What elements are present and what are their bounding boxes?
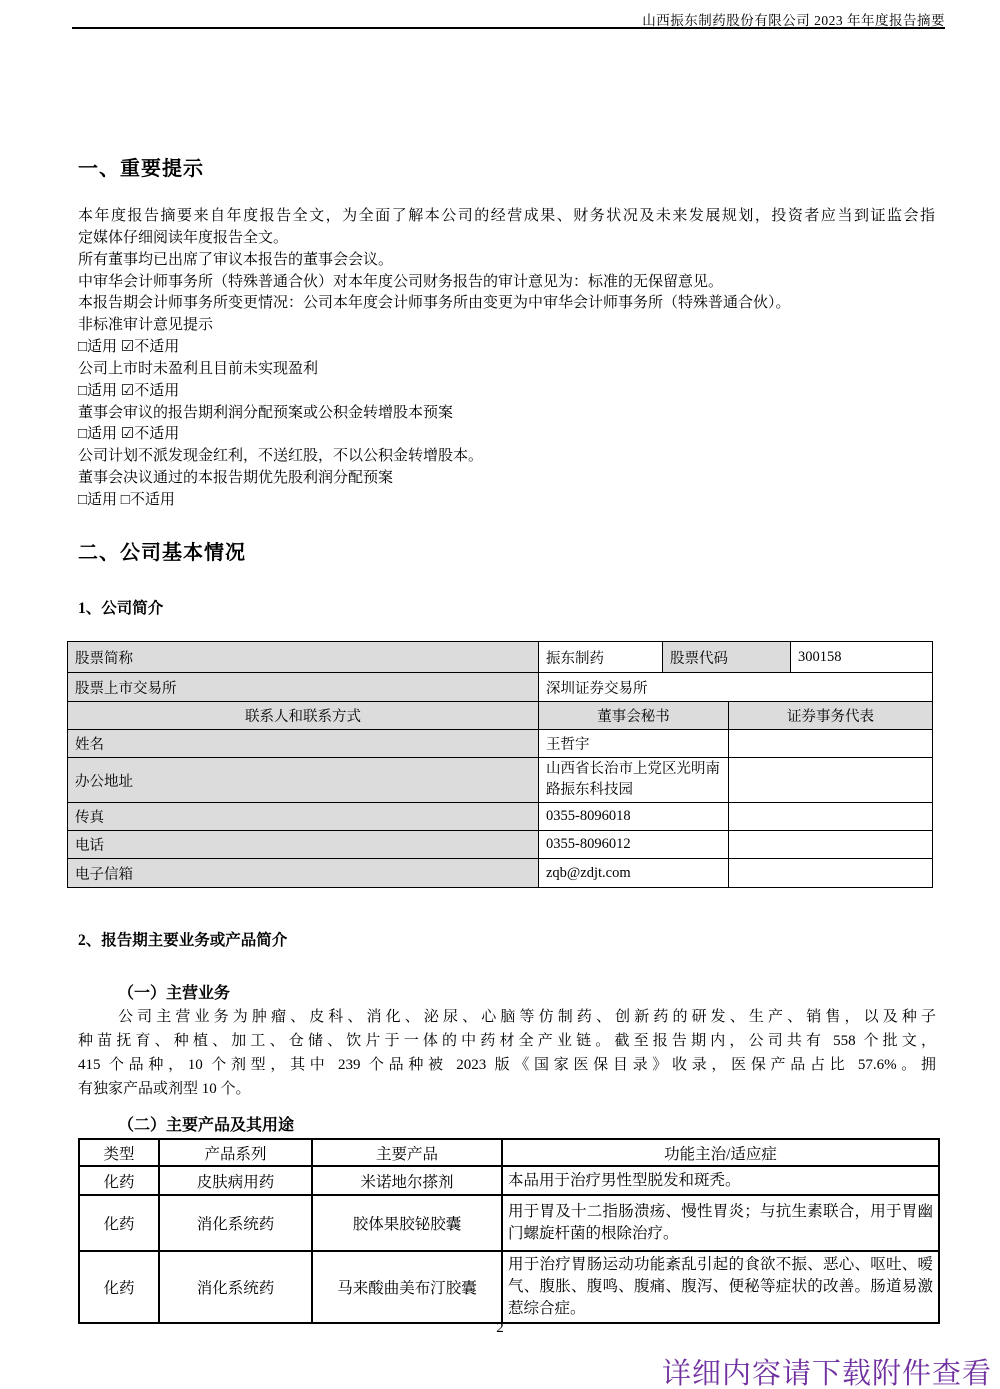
representative-value-cell <box>729 803 933 831</box>
product-series-cell: 消化系统药 <box>159 1251 312 1323</box>
products-table <box>78 1138 940 1324</box>
product-row <box>79 1166 939 1195</box>
notice-line: 本报告期会计师事务所变更情况：公司本年度会计师事务所由变更为中审华会计师事务所（特殊普通合伙）。 <box>78 295 791 312</box>
contact-label-cell: 办公地址 <box>68 758 539 803</box>
product-series-cell: 消化系统药 <box>159 1195 312 1251</box>
product-indication-cell: 用于治疗胃肠运动功能紊乱引起的食欲不振、恶心、呕吐、嗳气、腹胀、腹鸣、腹痛、腹泻、便秘等症状的改善。肠道易激惹综合症。 <box>502 1251 939 1323</box>
secretary-value-cell: 王哲宇 <box>539 730 729 758</box>
product-name-cell: 米诺地尔搽剂 <box>312 1166 502 1195</box>
notice-line: 所有董事均已出席了审议本报告的董事会会议。 <box>78 251 394 268</box>
contact-row <box>68 730 933 758</box>
secretary-header-cell: 董事会秘书 <box>539 702 729 730</box>
indication-header-cell: 功能主治/适应症 <box>502 1139 939 1166</box>
contact-label-cell: 传真 <box>68 803 539 831</box>
notice-line: 公司上市时未盈利且目前未实现盈利 <box>78 360 319 377</box>
secretary-value-cell: 0355-8096012 <box>539 831 729 859</box>
representative-header-cell: 证券事务代表 <box>729 702 933 730</box>
product-indication-cell: 本品用于治疗男性型脱发和斑秃。 <box>502 1166 939 1195</box>
checkbox-line: □适用 ☑不适用 <box>78 339 180 356</box>
contact-header-cell: 联系人和联系方式 <box>68 702 539 730</box>
contact-label-cell: 电话 <box>68 831 539 859</box>
representative-value-cell <box>729 859 933 888</box>
main-products-title: （二）主要产品及其用途 <box>118 1117 295 1134</box>
stock-code-label-cell: 股票代码 <box>663 642 791 673</box>
main-business-paragraph <box>78 1005 936 1101</box>
representative-value-cell <box>729 831 933 859</box>
table-row <box>68 642 933 673</box>
stock-short-name-value-cell: 振东制药 <box>539 642 663 673</box>
contact-row <box>68 831 933 859</box>
representative-value-cell <box>729 730 933 758</box>
product-header-cell: 主要产品 <box>312 1139 502 1166</box>
notice-line: 董事会审议的报告期利润分配预案或公积金转增股本预案 <box>78 404 454 421</box>
business-line: 种苗抚育、种植、加工、仓储、饮片于一体的中药材全产业链。截至报告期内，公司共有 558 个批文， <box>78 1033 936 1049</box>
business-line: 415 个品种，10 个剂型，其中 239 个品种被 2023 版《国家医保目录》收录，医保产品占比 57.6%。拥 <box>78 1057 936 1073</box>
product-indication-cell: 用于胃及十二指肠溃疡、慢性胃炎；与抗生素联合，用于胃幽门螺旋杆菌的根除治疗。 <box>502 1195 939 1251</box>
checkbox-line: □适用 ☑不适用 <box>78 382 180 399</box>
exchange-value-cell: 深圳证券交易所 <box>539 673 933 702</box>
notice-line: 本年度报告摘要来自年度报告全文，为全面了解本公司的经营成果、财务状况及未来发展规划，投资者应当到证监会指 <box>78 208 935 224</box>
secretary-value-cell: zqb@zdjt.com <box>539 859 729 888</box>
section-1-title: 一、重要提示 <box>78 158 204 180</box>
business-line: 有独家产品或剂型 10 个。 <box>78 1081 251 1097</box>
contact-label-cell: 姓名 <box>68 730 539 758</box>
table-row <box>68 702 933 730</box>
product-type-cell: 化药 <box>79 1251 159 1323</box>
product-series-cell: 皮肤病用药 <box>159 1166 312 1195</box>
products-header-row <box>79 1139 939 1166</box>
business-products-title: 2、报告期主要业务或产品简介 <box>78 932 288 949</box>
company-profile-title: 1、公司简介 <box>78 600 164 617</box>
type-header-cell: 类型 <box>79 1139 159 1166</box>
contact-row <box>68 859 933 888</box>
product-row <box>79 1195 939 1251</box>
notice-line: 公司计划不派发现金红利，不送红股，不以公积金转增股本。 <box>78 448 484 465</box>
business-line: 公司主营业务为肿瘤、皮科、消化、泌尿、心脑等仿制药、创新药的研发、生产、销售，以及种子 <box>118 1009 936 1025</box>
stock-short-name-label-cell: 股票简称 <box>68 642 539 673</box>
table-row <box>68 673 933 702</box>
notice-line: 非标准审计意见提示 <box>78 317 214 334</box>
representative-value-cell <box>729 758 933 803</box>
secretary-value-cell: 0355-8096018 <box>539 803 729 831</box>
document-header-title: 山西振东制药股份有限公司 2023 年年度报告摘要 <box>642 13 945 28</box>
checkbox-line: □适用 □不适用 <box>78 491 175 508</box>
section-2-title: 二、公司基本情况 <box>78 542 246 564</box>
contact-row <box>68 803 933 831</box>
product-row <box>79 1251 939 1323</box>
series-header-cell: 产品系列 <box>159 1139 312 1166</box>
header-divider <box>72 27 945 29</box>
page-number: 2 <box>496 1320 504 1336</box>
main-business-title: （一）主营业务 <box>118 985 231 1002</box>
product-name-cell: 马来酸曲美布汀胶囊 <box>312 1251 502 1323</box>
stock-code-value-cell: 300158 <box>791 642 933 673</box>
contact-label-cell: 电子信箱 <box>68 859 539 888</box>
exchange-label-cell: 股票上市交易所 <box>68 673 539 702</box>
product-name-cell: 胶体果胶铋胶囊 <box>312 1195 502 1251</box>
download-attachment-notice[interactable]: 详细内容请下载附件查看 <box>661 1358 992 1389</box>
notice-line: 董事会决议通过的本报告期优先股利润分配预案 <box>78 470 394 487</box>
important-notice-paragraph <box>78 206 935 512</box>
product-type-cell: 化药 <box>79 1195 159 1251</box>
contact-row <box>68 758 933 803</box>
checkbox-line: □适用 ☑不适用 <box>78 426 180 443</box>
company-info-table <box>67 641 933 888</box>
notice-line: 中审华会计师事务所（特殊普通合伙）对本年度公司财务报告的审计意见为：标准的无保留意见。 <box>78 273 724 290</box>
product-type-cell: 化药 <box>79 1166 159 1195</box>
secretary-value-cell: 山西省长治市上党区光明南路振东科技园 <box>539 758 729 803</box>
notice-line: 定媒体仔细阅读年度报告全文。 <box>78 229 289 246</box>
